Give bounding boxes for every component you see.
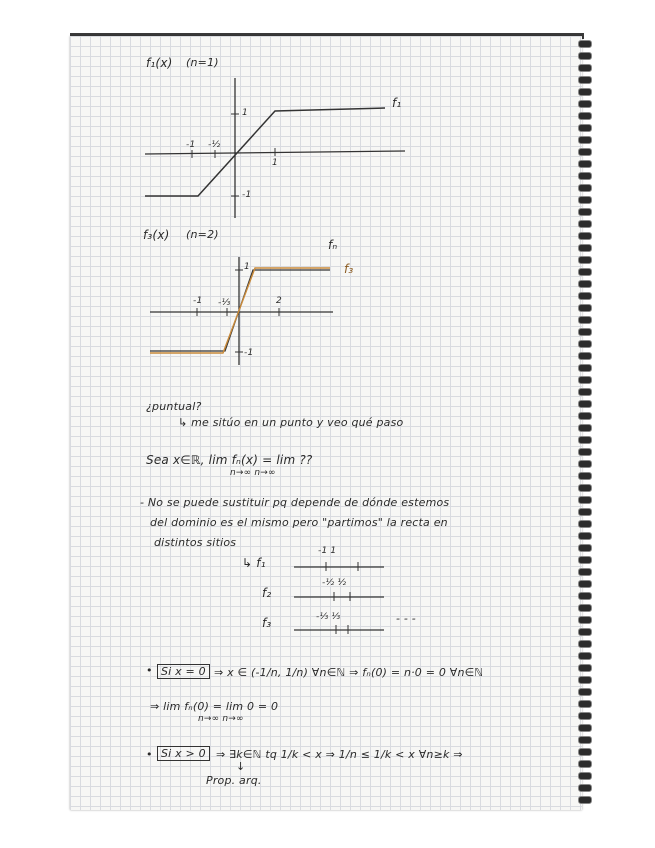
f1-number-line [292,555,392,573]
spiral-ring [578,52,592,60]
spiral-ring [578,316,592,324]
spiral-ring [578,724,592,732]
spiral-ring [578,760,592,768]
spiral-ring [578,628,592,636]
continuation-dots: - - - [396,612,416,625]
spiral-ring [578,556,592,564]
spiral-ring [578,448,592,456]
f2-ticks: -½ ½ [322,578,347,588]
graph2-tick-neg-third: -⅓ [218,298,231,308]
spiral-ring [578,304,592,312]
spiral-ring [578,64,592,72]
spiral-ring [578,484,592,492]
spiral-ring [578,340,592,348]
spiral-ring [578,232,592,240]
spiral-ring [578,40,592,48]
graph1-tick-neg1: -1 [186,140,196,150]
graph2-n-label: (n=2) [186,228,219,241]
spiral-ring [578,196,592,204]
graph1-n-label: (n=1) [186,56,219,69]
case-xpos-box: Si x > 0 [157,746,210,761]
spiral-ring [578,424,592,432]
f3-ticks: -⅓ ⅓ [316,612,341,622]
spiral-ring [578,100,592,108]
graph2-curve-label-fn: fₙ [328,238,338,252]
arrow-down: ↓ [236,760,246,773]
spiral-ring [578,400,592,408]
case-x0-rest: ⇒ x ∈ (-1/n, 1/n) ∀n∈ℕ ⇒ fₙ(0) = n·0 = 0 ∀n∈ℕ [214,666,484,679]
note-question: ¿puntual? [146,400,202,413]
spiral-ring [578,568,592,576]
graph2-tick-2: 2 [276,296,282,306]
spiral-ring [578,652,592,660]
spiral-ring [578,376,592,384]
spiral-ring [578,112,592,120]
graph2-tick-yneg1: -1 [244,348,254,358]
spiral-ring [578,280,592,288]
spiral-ring [578,388,592,396]
spiral-ring [578,352,592,360]
note-f2-label: f₂ [262,586,272,600]
spiral-ring [578,688,592,696]
spiral-ring [578,328,592,336]
spiral-ring [578,784,592,792]
spiral-ring [578,76,592,84]
spiral-ring [578,364,592,372]
spiral-ring [578,640,592,648]
graph1-tick-neg-half: -½ [208,140,221,150]
spiral-ring [578,160,592,168]
graph2-curve-label-f3: f₃ [344,262,354,276]
spiral-ring [578,136,592,144]
graph2-tick-y1: 1 [244,262,250,272]
spiral-ring [578,796,592,804]
spiral-ring [578,580,592,588]
spiral-ring [578,508,592,516]
spiral-ring [578,268,592,276]
bullet-dot-2: • [146,748,153,761]
spiral-ring [578,544,592,552]
spiral-ring [578,700,592,708]
graph1-plot [140,76,420,226]
spiral-ring [578,208,592,216]
spiral-ring [578,256,592,264]
spiral-ring [578,292,592,300]
spiral-ring [578,460,592,468]
spiral-ring [578,172,592,180]
spiral-binding [578,40,592,805]
prop-arq-label: Prop. arq. [206,774,262,787]
graph1-tick-y1: 1 [242,108,248,118]
note-bullet1-line2: del dominio es el mismo pero "partimos" la recta en [150,516,448,529]
note-bullet1-line3: distintos sitios [154,536,237,549]
case-x0-line2-sub: n→∞ n→∞ [198,714,244,724]
spiral-ring [578,472,592,480]
graph1-curve-label: f₁ [392,96,402,110]
note-limit-sub: n→∞ n→∞ [230,468,276,478]
spiral-ring [578,604,592,612]
spiral-ring [578,412,592,420]
note-answer: ↳ me sitúo en un punto y veo qué paso [178,416,404,429]
spiral-ring [578,496,592,504]
graph1-tick-1: 1 [272,158,278,168]
case-xpos-rest: ⇒ ∃k∈ℕ tq 1/k < x ⇒ 1/n ≤ 1/k < x ∀n≥k ⇒ [216,748,463,761]
spiral-ring [578,592,592,600]
bullet-dot-1: • [146,664,153,677]
f1-ticks: -1 1 [318,546,337,556]
graph1-tick-yneg1: -1 [242,190,252,200]
spiral-ring [578,244,592,252]
spiral-ring [578,88,592,96]
spiral-ring [578,148,592,156]
graph2-title: f₃(x) [143,228,170,242]
graph2-tick-neg1: -1 [193,296,203,306]
case-x0-line2: ⇒ lim fₙ(0) = lim 0 = 0 [150,700,279,713]
spiral-ring [578,436,592,444]
spiral-ring [578,664,592,672]
spiral-ring [578,184,592,192]
spiral-ring [578,616,592,624]
note-bullet1-line1: - No se puede sustituir pq depende de dónde estemos [140,496,450,509]
spiral-ring [578,748,592,756]
note-limit-line: Sea x∈ℝ, lim fₙ(x) = lim ?? [146,453,313,467]
spiral-ring [578,220,592,228]
graph1-title: f₁(x) [146,56,173,70]
case-x0-box: Si x = 0 [157,664,210,679]
spiral-ring [578,520,592,528]
spiral-ring [578,124,592,132]
spiral-ring [578,736,592,744]
f3-number-line [292,618,392,636]
spiral-ring [578,712,592,720]
spiral-ring [578,772,592,780]
spiral-ring [578,676,592,684]
note-f3-label: f₃ [262,616,272,630]
note-f1-label: ↳ f₁ [242,556,266,570]
spiral-ring [578,532,592,540]
